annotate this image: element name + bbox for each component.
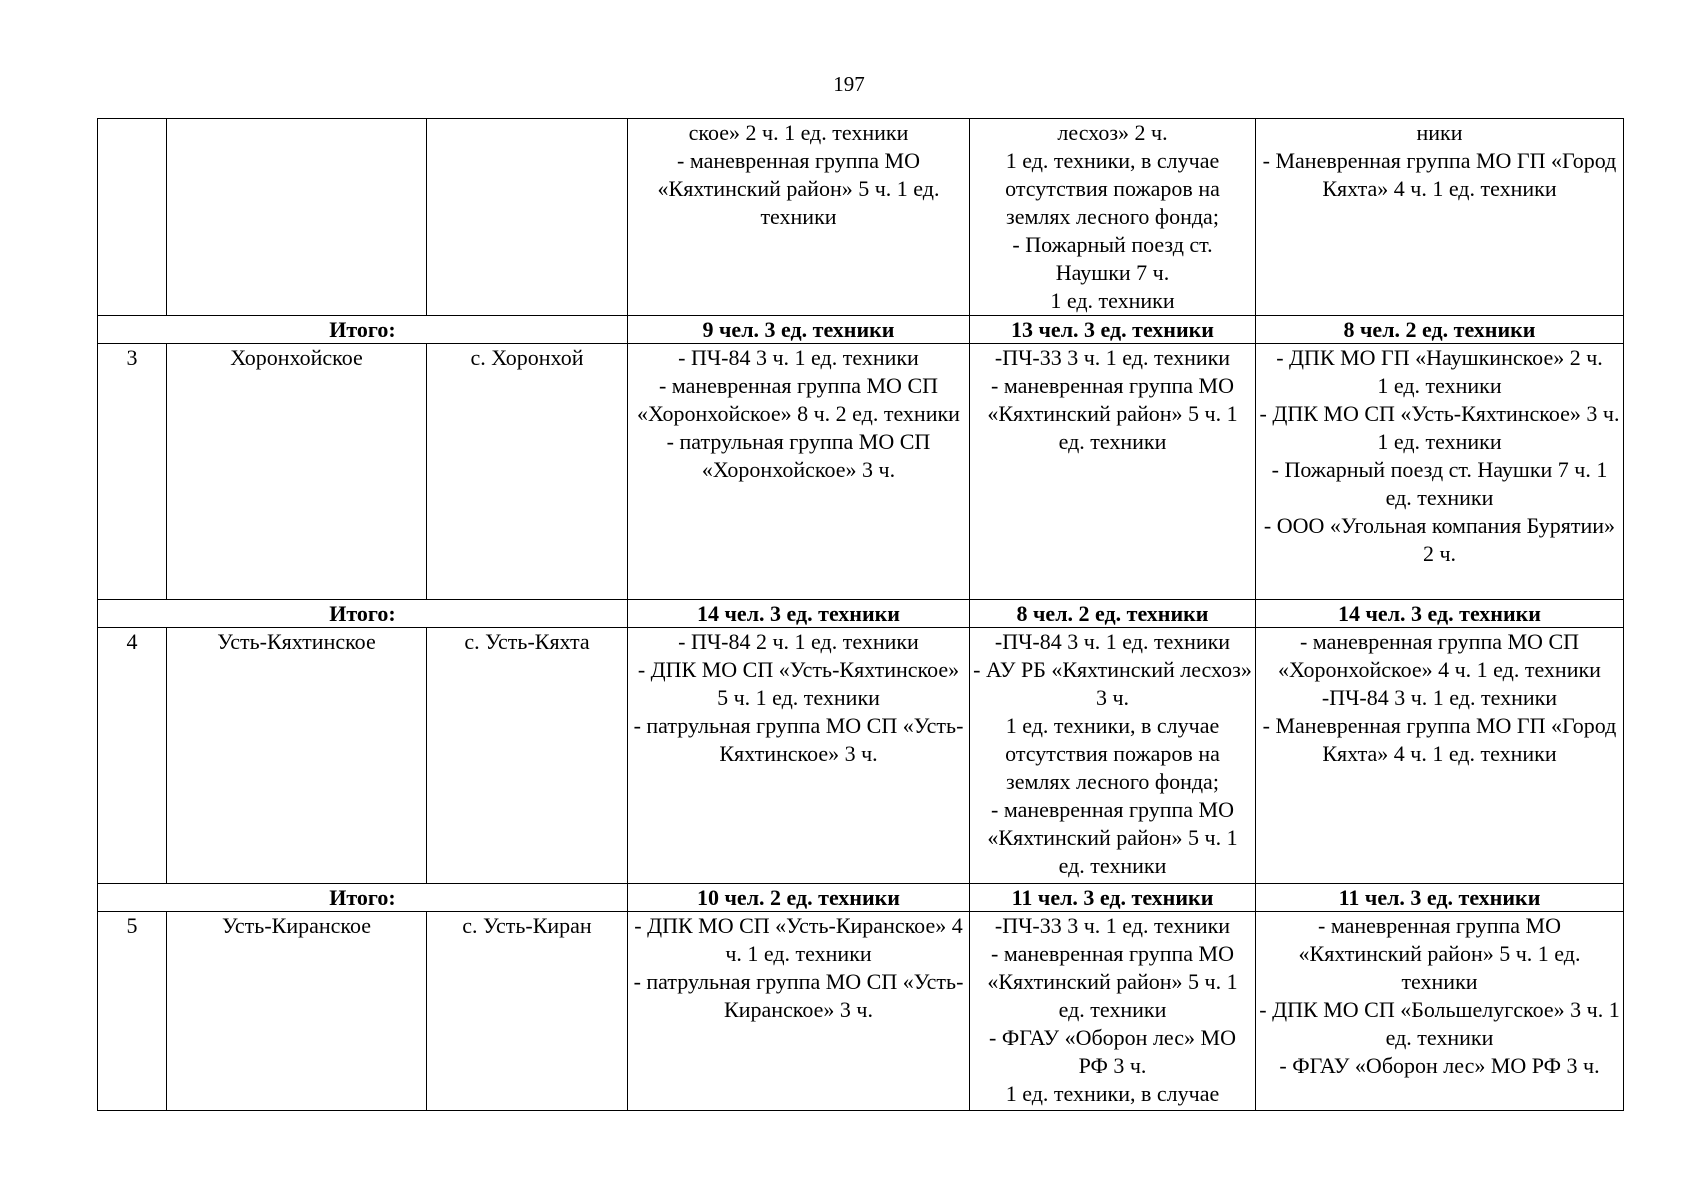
locality-cell: с. Усть-Киран	[427, 912, 628, 1111]
table-row	[98, 628, 1624, 884]
total-col1: 10 чел. 2 ед. техники	[628, 884, 970, 912]
forces-col1-cell: ское» 2 ч. 1 ед. техники - маневренная группа МО «Кяхтинский район» 5 ч. 1 ед. техники	[628, 119, 970, 316]
forces-col3-cell: - маневренная группа МО «Кяхтинский район» 5 ч. 1 ед. техники - ДПК МО СП «Большелугское» 3 ч. 1 ед. техники - ФГАУ «Оборон лес» МО РФ 3 ч.	[1256, 912, 1624, 1111]
total-label: Итого:	[98, 316, 628, 344]
total-row	[98, 316, 1624, 344]
total-col2: 13 чел. 3 ед. техники	[970, 316, 1256, 344]
settlement-cell	[167, 119, 427, 316]
forces-col3-cell: ники - Маневренная группа МО ГП «Город Кяхта» 4 ч. 1 ед. техники	[1256, 119, 1624, 316]
forces-col2-cell: -ПЧ-33 3 ч. 1 ед. техники - маневренная группа МО «Кяхтинский район» 5 ч. 1 ед. техники	[970, 344, 1256, 600]
forces-col2-cell: -ПЧ-33 3 ч. 1 ед. техники - маневренная группа МО «Кяхтинский район» 5 ч. 1 ед. техники - ФГАУ «Оборон лес» МО РФ 3 ч. 1 ед. техники, в случае	[970, 912, 1256, 1111]
forces-col1-cell: - ПЧ-84 3 ч. 1 ед. техники - маневренная группа МО СП «Хоронхойское» 8 ч. 2 ед. техники - патрульная группа МО СП «Хоронхойское» 3 ч.	[628, 344, 970, 600]
forces-col2-cell: -ПЧ-84 3 ч. 1 ед. техники - АУ РБ «Кяхтинский лесхоз» 3 ч. 1 ед. техники, в случае отсутствия пожаров на землях лесного фонда; - маневренная группа МО «Кяхтинский район» 5 ч. 1 ед. техники	[970, 628, 1256, 884]
row-number-cell	[98, 119, 167, 316]
total-col3: 8 чел. 2 ед. техники	[1256, 316, 1624, 344]
locality-cell	[427, 119, 628, 316]
page-number: 197	[833, 72, 865, 96]
settlement-cell: Усть-Киранское	[167, 912, 427, 1111]
forces-col3-cell: - ДПК МО ГП «Наушкинское» 2 ч. 1 ед. техники - ДПК МО СП «Усть-Кяхтинское» 3 ч. 1 ед. техники - Пожарный поезд ст. Наушки 7 ч. 1 ед. техники - ООО «Угольная компания Бурятии» 2 ч.	[1256, 344, 1624, 600]
forces-col1-cell: - ДПК МО СП «Усть-Киранское» 4 ч. 1 ед. техники - патрульная группа МО СП «Усть-Киранское» 3 ч.	[628, 912, 970, 1111]
total-row	[98, 600, 1624, 628]
locality-cell: с. Усть-Кяхта	[427, 628, 628, 884]
locality-cell: с. Хоронхой	[427, 344, 628, 600]
fire-forces-table	[97, 118, 1624, 1111]
settlement-cell: Хоронхойское	[167, 344, 427, 600]
total-col2: 8 чел. 2 ед. техники	[970, 600, 1256, 628]
total-label: Итого:	[98, 600, 628, 628]
table-row	[98, 912, 1624, 1111]
total-col1: 9 чел. 3 ед. техники	[628, 316, 970, 344]
total-col3: 14 чел. 3 ед. техники	[1256, 600, 1624, 628]
row-number-cell: 5	[98, 912, 167, 1111]
forces-col2-cell: лесхоз» 2 ч. 1 ед. техники, в случае отсутствия пожаров на землях лесного фонда; - Пожарный поезд ст. Наушки 7 ч. 1 ед. техники	[970, 119, 1256, 316]
table-row	[98, 344, 1624, 600]
total-col3: 11 чел. 3 ед. техники	[1256, 884, 1624, 912]
row-number-cell: 3	[98, 344, 167, 600]
total-col2: 11 чел. 3 ед. техники	[970, 884, 1256, 912]
table-row	[98, 119, 1624, 316]
total-label: Итого:	[98, 884, 628, 912]
row-number-cell: 4	[98, 628, 167, 884]
total-col1: 14 чел. 3 ед. техники	[628, 600, 970, 628]
settlement-cell: Усть-Кяхтинское	[167, 628, 427, 884]
total-row	[98, 884, 1624, 912]
forces-col3-cell: - маневренная группа МО СП «Хоронхойское» 4 ч. 1 ед. техники -ПЧ-84 3 ч. 1 ед. техники - Маневренная группа МО ГП «Город Кяхта» 4 ч. 1 ед. техники	[1256, 628, 1624, 884]
forces-col1-cell: - ПЧ-84 2 ч. 1 ед. техники - ДПК МО СП «Усть-Кяхтинское» 5 ч. 1 ед. техники - патрульная группа МО СП «Усть-Кяхтинское» 3 ч.	[628, 628, 970, 884]
